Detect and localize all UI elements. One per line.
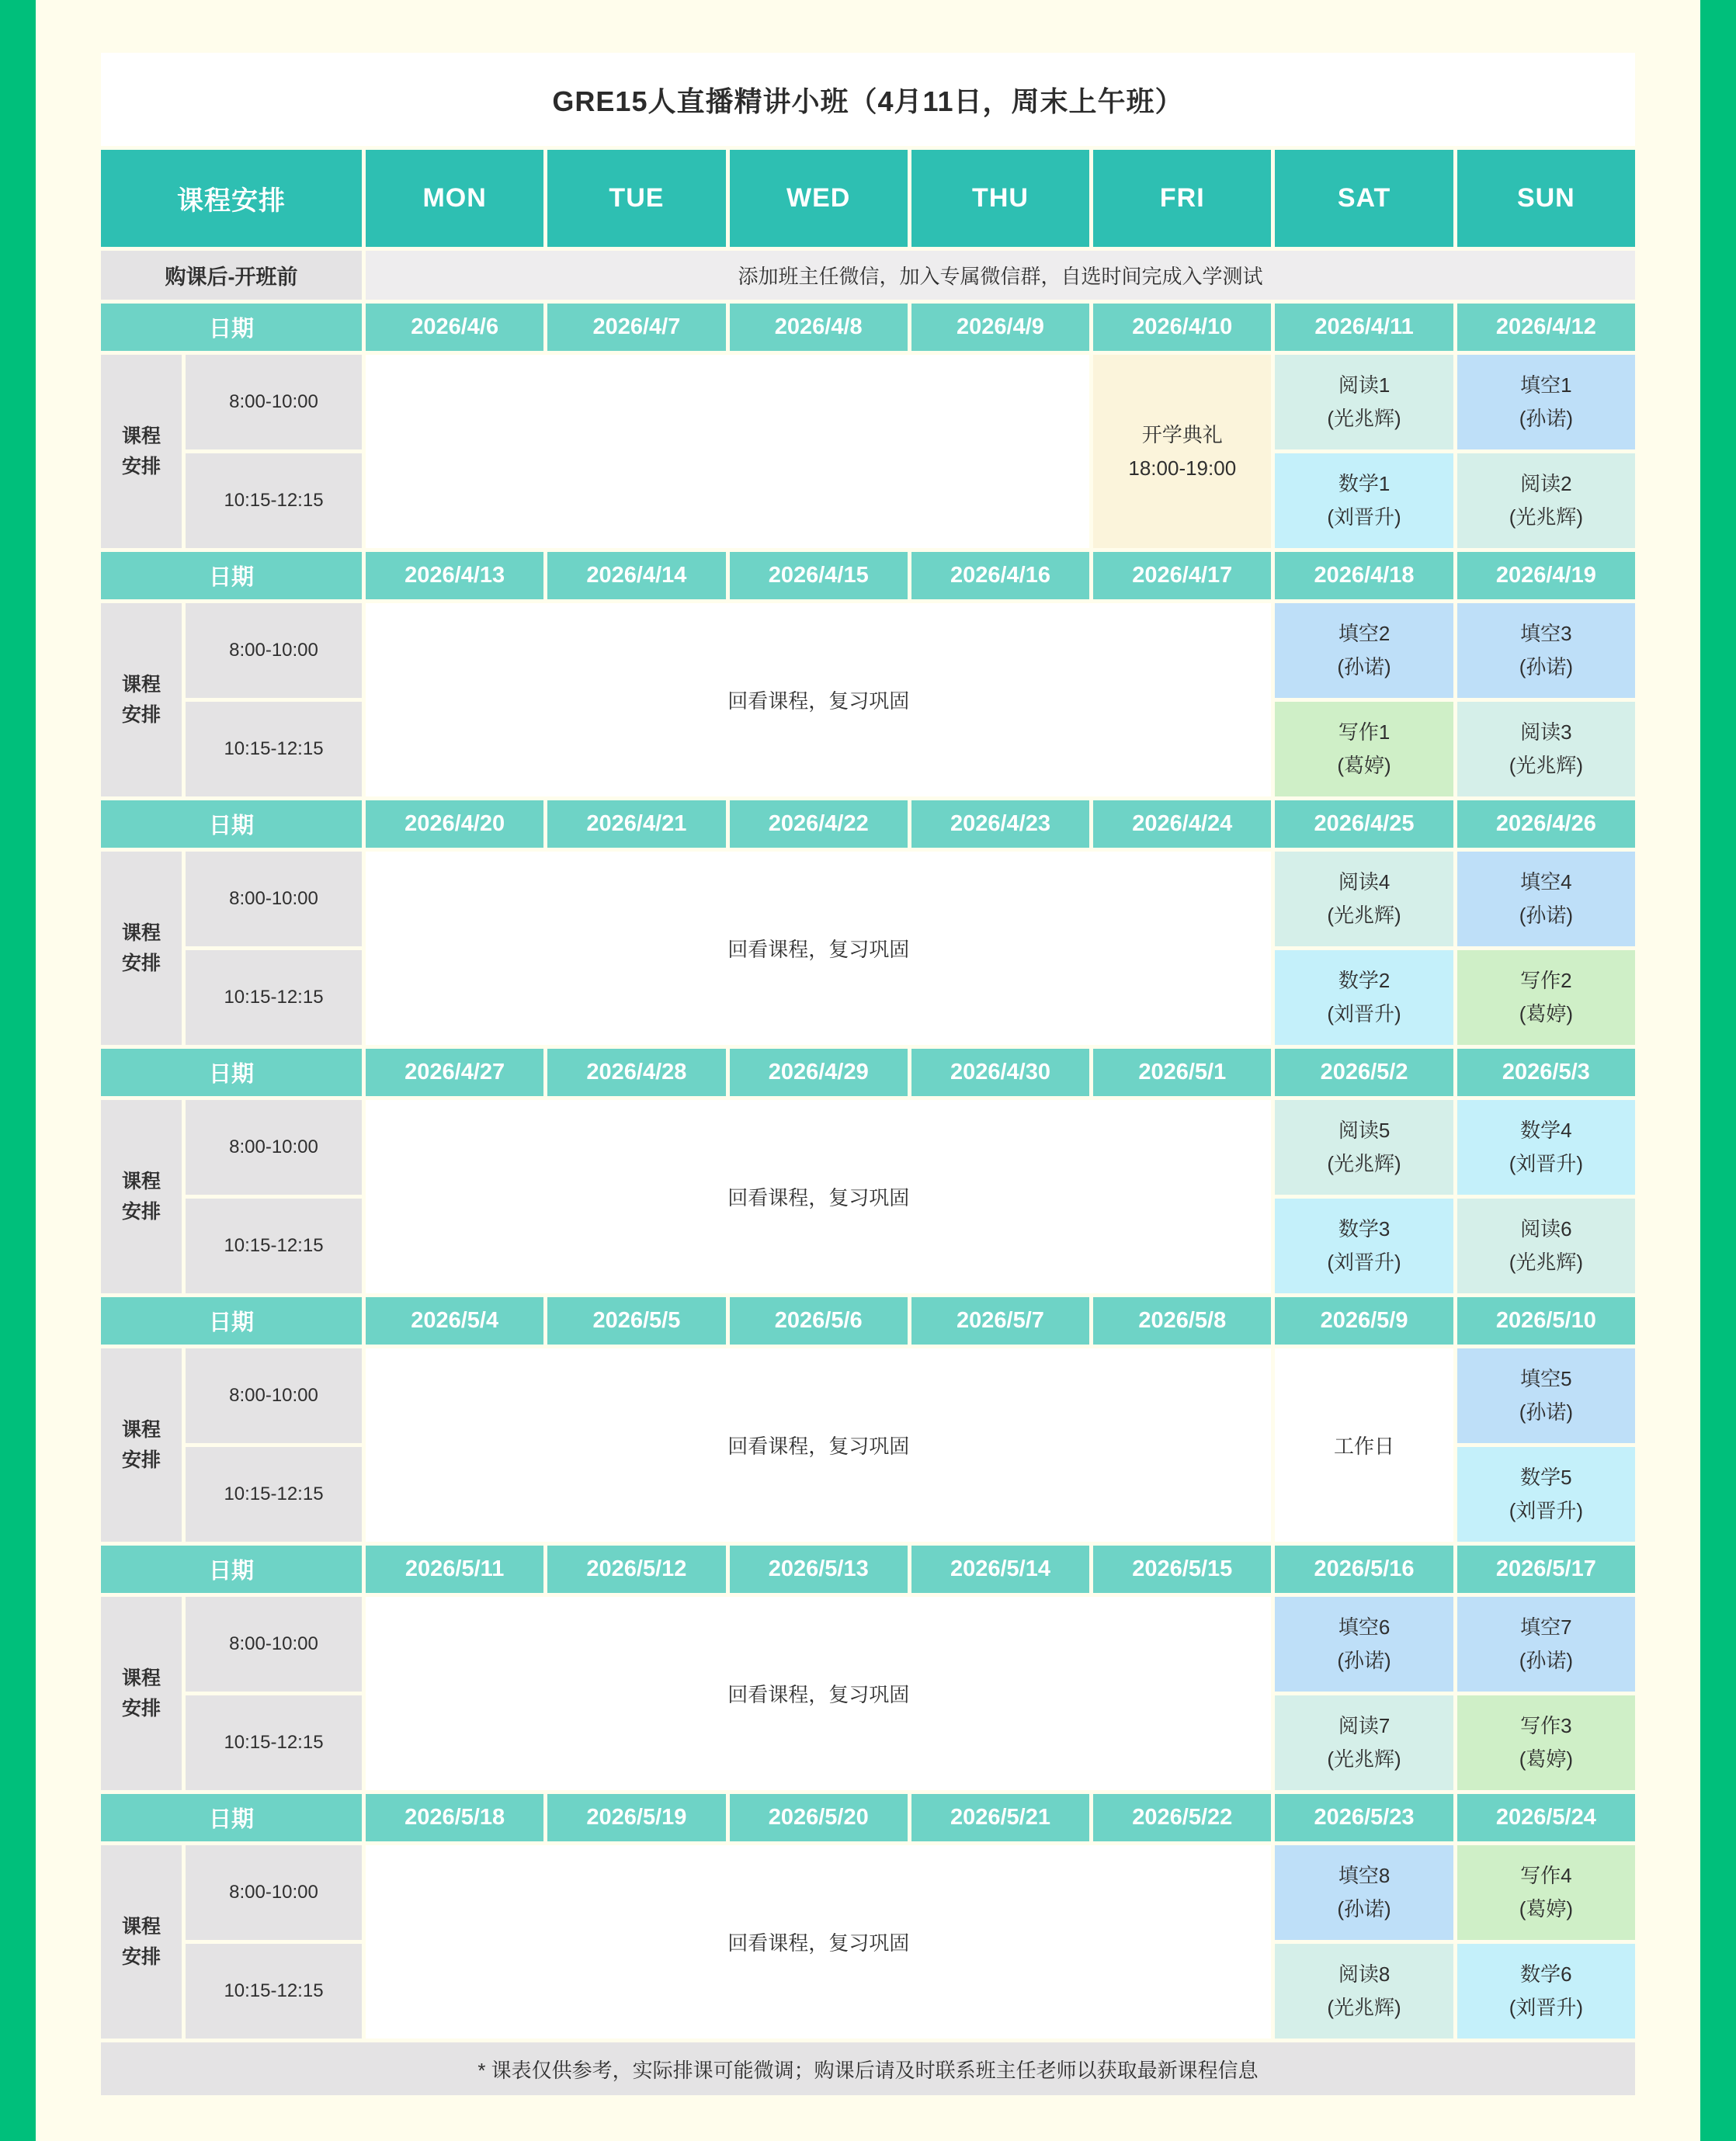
date-cell: 2026/4/14 [547,552,725,599]
weekday-header-row [101,150,1635,247]
date-cell: 2026/5/1 [1093,1049,1271,1096]
date-cell: 2026/4/7 [547,304,725,351]
date-cell: 2026/5/19 [547,1794,725,1841]
date-cell: 2026/4/6 [366,304,543,351]
date-cell: 2026/5/8 [1093,1297,1271,1345]
course-cell: 阅读4 (光兆辉) [1275,852,1453,946]
week-block [101,552,1635,796]
course-cell: 阅读1 (光兆辉) [1275,355,1453,449]
date-cell: 2026/5/5 [547,1297,725,1345]
time-slot-label: 10:15-12:15 [186,702,362,796]
course-cell: 阅读7 (光兆辉) [1275,1695,1453,1790]
date-row-label: 日期 [101,552,362,599]
week-row-label: 课程 安排 [101,1845,182,2039]
course-cell: 写作1 (葛婷) [1275,702,1453,796]
course-cell: 写作3 (葛婷) [1457,1695,1635,1790]
course-cell: 填空6 (孙诺) [1275,1597,1453,1692]
date-cell: 2026/4/29 [730,1049,908,1096]
date-cell: 2026/5/22 [1093,1794,1271,1841]
date-cell: 2026/5/23 [1275,1794,1453,1841]
course-cell: 阅读8 (光兆辉) [1275,1944,1453,2039]
course-cell: 填空2 (孙诺) [1275,603,1453,698]
date-cell: 2026/5/14 [911,1546,1089,1593]
date-cell: 2026/4/26 [1457,800,1635,848]
date-row-label: 日期 [101,1546,362,1593]
time-slot-label: 8:00-10:00 [186,603,362,698]
date-cell: 2026/5/3 [1457,1049,1635,1096]
date-cell: 2026/4/30 [911,1049,1089,1096]
time-slot-label: 8:00-10:00 [186,852,362,946]
week-block [101,1049,1635,1293]
time-slot-label: 10:15-12:15 [186,1695,362,1790]
date-cell: 2026/5/18 [366,1794,543,1841]
review-span-cell: 回看课程，复习巩固 [366,603,1271,796]
time-slot-label: 8:00-10:00 [186,355,362,449]
page-border-right [1700,0,1736,2141]
review-span-cell: 回看课程，复习巩固 [366,852,1271,1045]
review-span-cell: 回看课程，复习巩固 [366,1348,1271,1542]
course-cell: 数学6 (刘晋升) [1457,1944,1635,2039]
course-cell: 写作2 (葛婷) [1457,950,1635,1045]
time-slot-label: 8:00-10:00 [186,1845,362,1940]
time-slot-label: 8:00-10:00 [186,1597,362,1692]
time-slot-label: 10:15-12:15 [186,453,362,548]
workday-cell: 工作日 [1275,1348,1453,1542]
week-block [101,304,1635,548]
review-span-cell: 回看课程，复习巩固 [366,1100,1271,1293]
date-cell: 2026/4/27 [366,1049,543,1096]
page-border-left [0,0,36,2141]
date-row-label: 日期 [101,800,362,848]
course-cell: 数学4 (刘晋升) [1457,1100,1635,1195]
review-span-cell [366,355,1089,548]
date-cell: 2026/5/15 [1093,1546,1271,1593]
date-row-label: 日期 [101,1049,362,1096]
course-cell: 填空5 (孙诺) [1457,1348,1635,1443]
day-header-tue: TUE [547,150,725,247]
date-cell: 2026/4/9 [911,304,1089,351]
pre-class-note: 添加班主任微信，加入专属微信群，自选时间完成入学测试 [366,251,1635,300]
course-cell: 填空7 (孙诺) [1457,1597,1635,1692]
course-cell: 数学3 (刘晋升) [1275,1199,1453,1293]
week-row-label: 课程 安排 [101,603,182,796]
schedule-header-label: 课程安排 [101,150,362,247]
review-span-cell: 回看课程，复习巩固 [366,1845,1271,2039]
date-cell: 2026/5/4 [366,1297,543,1345]
weeks-container [101,304,1635,2039]
date-row-label: 日期 [101,1297,362,1345]
date-cell: 2026/5/24 [1457,1794,1635,1841]
date-cell: 2026/5/12 [547,1546,725,1593]
day-header-fri: FRI [1093,150,1271,247]
day-header-thu: THU [911,150,1089,247]
date-cell: 2026/5/7 [911,1297,1089,1345]
week-row-label: 课程 安排 [101,355,182,548]
date-cell: 2026/5/17 [1457,1546,1635,1593]
date-cell: 2026/4/24 [1093,800,1271,848]
review-span-cell: 回看课程，复习巩固 [366,1597,1271,1790]
date-cell: 2026/4/21 [547,800,725,848]
title-bar [101,53,1635,146]
week-row-label: 课程 安排 [101,1100,182,1293]
date-cell: 2026/4/10 [1093,304,1271,351]
pre-class-row [101,251,1635,300]
date-cell: 2026/5/11 [366,1546,543,1593]
date-cell: 2026/4/16 [911,552,1089,599]
day-header-sat: SAT [1275,150,1453,247]
week-row-label: 课程 安排 [101,1348,182,1542]
date-row-label: 日期 [101,1794,362,1841]
course-cell: 填空1 (孙诺) [1457,355,1635,449]
date-cell: 2026/4/17 [1093,552,1271,599]
date-cell: 2026/5/13 [730,1546,908,1593]
time-slot-label: 10:15-12:15 [186,950,362,1045]
time-slot-label: 10:15-12:15 [186,1944,362,2039]
date-cell: 2026/4/28 [547,1049,725,1096]
course-cell: 阅读6 (光兆辉) [1457,1199,1635,1293]
course-cell: 数学5 (刘晋升) [1457,1447,1635,1542]
footer-note: * 课表仅供参考，实际排课可能微调；购课后请及时联系班主任老师以获取最新课程信息 [101,2042,1635,2095]
day-header-mon: MON [366,150,543,247]
date-cell: 2026/4/19 [1457,552,1635,599]
date-cell: 2026/5/9 [1275,1297,1453,1345]
course-cell: 数学2 (刘晋升) [1275,950,1453,1045]
date-cell: 2026/4/8 [730,304,908,351]
date-cell: 2026/4/11 [1275,304,1453,351]
time-slot-label: 8:00-10:00 [186,1100,362,1195]
course-cell: 填空8 (孙诺) [1275,1845,1453,1940]
date-cell: 2026/5/10 [1457,1297,1635,1345]
time-slot-label: 8:00-10:00 [186,1348,362,1443]
date-cell: 2026/4/15 [730,552,908,599]
pre-class-label: 购课后-开班前 [101,251,362,300]
week-block [101,1546,1635,1790]
date-cell: 2026/4/18 [1275,552,1453,599]
course-cell: 阅读5 (光兆辉) [1275,1100,1453,1195]
course-cell: 阅读2 (光兆辉) [1457,453,1635,548]
course-cell: 写作4 (葛婷) [1457,1845,1635,1940]
course-cell: 填空3 (孙诺) [1457,603,1635,698]
course-cell: 填空4 (孙诺) [1457,852,1635,946]
date-cell: 2026/5/2 [1275,1049,1453,1096]
week-block [101,800,1635,1045]
date-cell: 2026/4/22 [730,800,908,848]
date-cell: 2026/4/23 [911,800,1089,848]
week-block [101,1297,1635,1542]
date-cell: 2026/4/20 [366,800,543,848]
date-cell: 2026/5/21 [911,1794,1089,1841]
course-cell: 阅读3 (光兆辉) [1457,702,1635,796]
date-cell: 2026/4/13 [366,552,543,599]
page-title: GRE15人直播精讲小班（4月11日，周末上午班） [552,85,1184,117]
course-cell: 数学1 (刘晋升) [1275,453,1453,548]
date-cell: 2026/5/16 [1275,1546,1453,1593]
time-slot-label: 10:15-12:15 [186,1199,362,1293]
schedule-card [101,53,1635,2095]
week-row-label: 课程 安排 [101,1597,182,1790]
date-cell: 2026/5/6 [730,1297,908,1345]
date-cell: 2026/4/25 [1275,800,1453,848]
day-header-sun: SUN [1457,150,1635,247]
date-row-label: 日期 [101,304,362,351]
week-row-label: 课程 安排 [101,852,182,1045]
opening-ceremony-cell: 开学典礼 18:00-19:00 [1093,355,1271,548]
week-block [101,1794,1635,2039]
day-header-wed: WED [730,150,908,247]
date-cell: 2026/4/12 [1457,304,1635,351]
date-cell: 2026/5/20 [730,1794,908,1841]
time-slot-label: 10:15-12:15 [186,1447,362,1542]
